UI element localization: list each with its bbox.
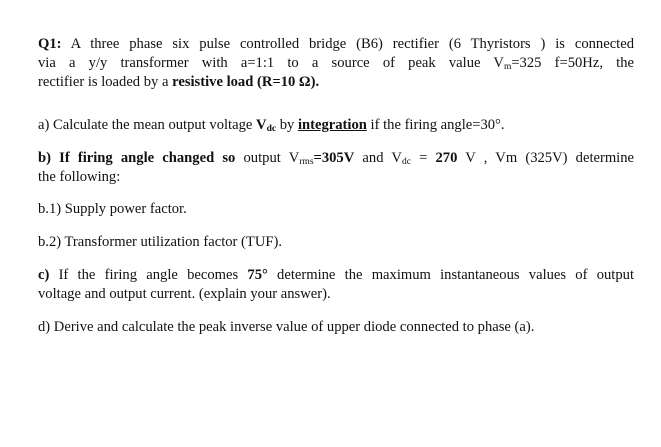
- part-b1: b.1) Supply power factor.: [38, 201, 187, 217]
- question-intro-line2: via a y/y transformer with a=1:1 to a source of peak value $V_m=325$ f=50Hz, the: [38, 55, 634, 72]
- part-d: d) Derive and calculate the peak inverse value of upper diode connected to phase (a).: [38, 319, 535, 335]
- part-b-line1: b) If firing angle changed so output $V_{rms}=305V$ and $V_{dc} = 270$ V , Vm (325V) determine: [38, 150, 635, 167]
- question-number: Q1:: [38, 36, 62, 52]
- part-a: a) Calculate the mean output voltage $V_{dc}$ by integration if the firing angle=30°.: [38, 117, 505, 134]
- part-c-line1: c) If the firing angle becomes 75° determine the maximum instantaneous values of output: [38, 267, 634, 283]
- part-b2: b.2) Transformer utilization factor (TUF).: [38, 234, 282, 250]
- question-intro-text: A three phase six pulse controlled bridge (B6) rectifier (6 Thyristors ) is connected: [70, 36, 634, 52]
- question-intro-line3: rectifier is loaded by a resistive load (R=10 Ω).: [38, 74, 320, 90]
- part-c-line2: voltage and output current. (explain your answer).: [38, 286, 331, 302]
- question-intro-line1: [38, 35, 634, 54]
- load-spec: resistive load (R=10 Ω).: [172, 74, 320, 90]
- integration-keyword: integration: [297, 117, 367, 133]
- part-b-line2: the following:: [38, 169, 121, 185]
